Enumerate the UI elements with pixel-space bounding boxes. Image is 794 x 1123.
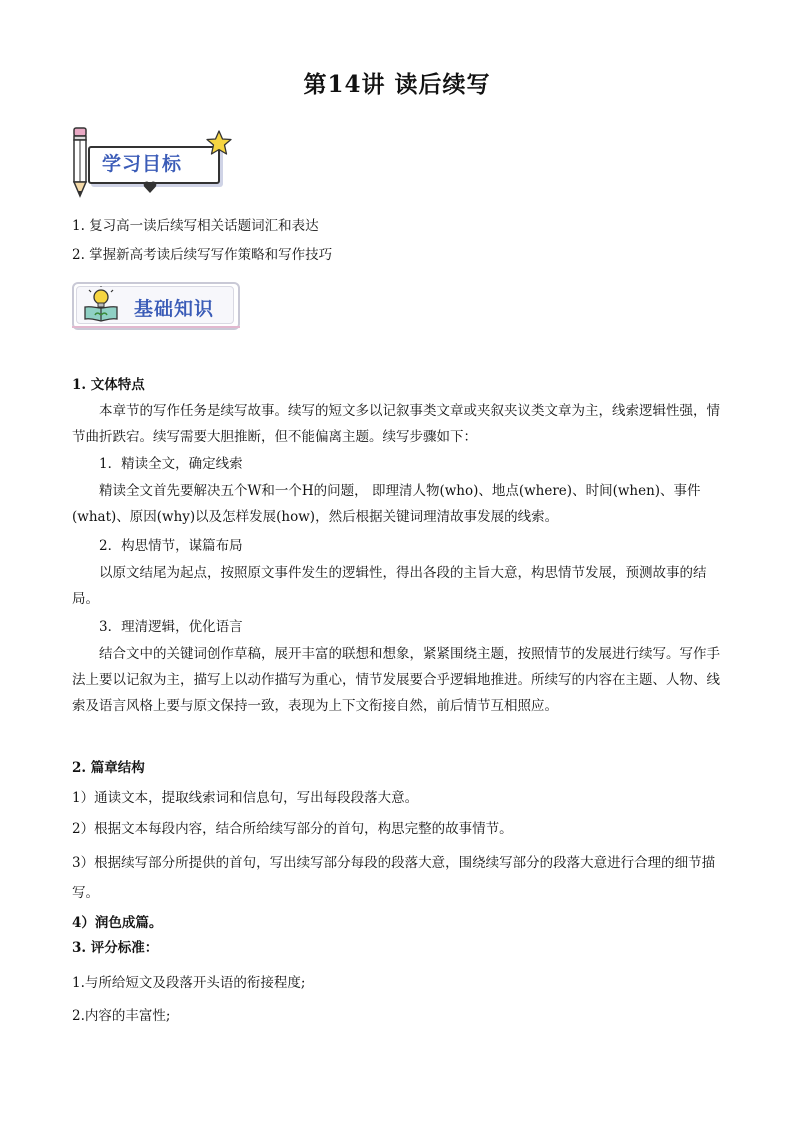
step2-title: 2．构思情节，谋篇布局 [99, 538, 243, 554]
section3-heading: 3. 评分标准： [72, 940, 159, 956]
criteria-item-1: 1.与所给短文及段落开头语的衔接程度; [72, 975, 306, 991]
structure-item-2: 2）根据文本每段内容，结合所给续写部分的首句，构思完整的故事情节。 [72, 821, 513, 837]
structure-item-1: 1）通读文本，提取线索词和信息句，写出每段段落大意。 [72, 790, 419, 806]
section1-heading: 1. 文体特点 [72, 377, 145, 393]
basic-knowledge-banner [72, 282, 242, 332]
page-title: 第14讲 读后续写 [303, 71, 491, 98]
step2-text: 以原文结尾为起点，按照原文事件发生的逻辑性，得出各段的主旨大意，构思情节发展，预测故事的结局。 [72, 565, 707, 607]
star-icon [206, 130, 232, 156]
step3-text: 结合文中的关键词创作草稿，展开丰富的联想和想象，紧紧围绕主题，按照情节的发展进行续写。写作手法上要以记叙为主，描写上以动作描写为重心，情节发展要合乎逻辑地推进。所续写的内容在主题、人物、线索及语言风格上要与原文保持一致，表现为上下文衔接自然，前后情节互相照应。 [72, 646, 720, 714]
structure-item-3: 3）根据续写部分所提供的首句，写出续写部分每段的段落大意，围绕续写部分的段落大意进行合理的细节描写。 [72, 855, 716, 901]
structure-item-4: 4）润色成篇。 [72, 915, 163, 931]
goal-item-1: 1. 复习高一读后续写相关话题词汇和表达 [72, 218, 319, 234]
goal-item-2: 2. 掌握新高考读后续写写作策略和写作技巧 [72, 247, 333, 263]
criteria-item-2: 2.内容的丰富性; [72, 1008, 171, 1024]
step1-title: 1．精读全文，确定线索 [99, 456, 243, 472]
book-lightbulb-icon [82, 286, 120, 324]
section2-heading: 2. 篇章结构 [72, 760, 145, 776]
step3-title: 3．理清逻辑，优化语言 [99, 619, 243, 635]
banner-underline [72, 326, 240, 328]
basic-knowledge-label: 基础知识 [134, 298, 215, 320]
heart-icon [143, 180, 157, 194]
section1-intro: 本章节的写作任务是续写故事。续写的短文多以记叙事类文章或夹叙夹议类文章为主，线索逻辑性强，情节曲折跌宕。续写需要大胆推断，但不能偏离主题。续写步骤如下： [72, 403, 720, 445]
learning-goals-label: 学习目标 [102, 153, 183, 175]
learning-goals-banner [66, 124, 236, 200]
step1-text: 精读全文首先要解决五个W和一个H的问题， 即理清人物(who)、地点(where)、时间(when)、事件(what)、原因(why)以及怎样发展(how)，然后根据关键词理清故事发展的线索。 [72, 483, 701, 525]
